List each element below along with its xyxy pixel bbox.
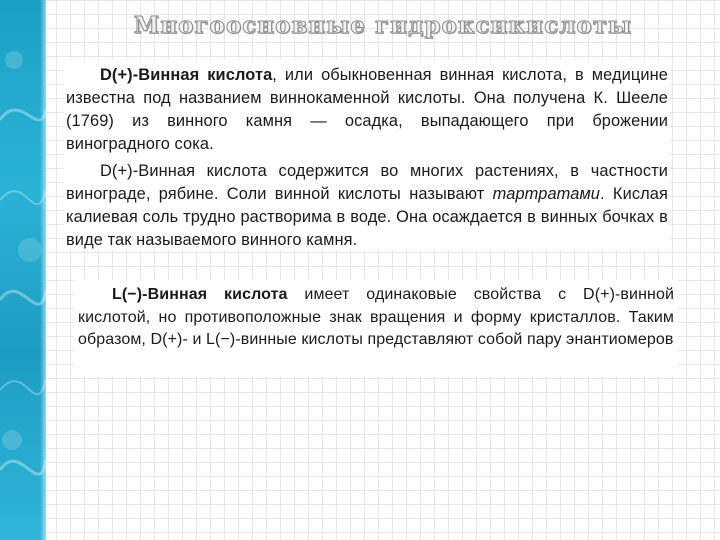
- term-tartrates: тартратами: [492, 185, 600, 203]
- paragraph-d-tartaric-origin: [64, 60, 670, 156]
- term-d-tartaric-acid: D(+)-Винная кислота: [100, 66, 273, 84]
- decorative-sidebar: [0, 0, 46, 540]
- scanned-text-block-1: [64, 60, 670, 250]
- paragraph-text: , или обыкновенная винная кислота, в медицине известна под названием виннокаменной кислоты. Она получена К. Шееле (1769) из винного камня — осадка, выпадающего при брожении виноградного сока.: [66, 66, 668, 153]
- paragraph-text: . Кислая калиевая соль трудно растворима в воде. Она осаждается в винных бочках в виде так называемого винного камня.: [66, 185, 668, 249]
- scanned-text-block-2: [74, 280, 678, 376]
- sidebar-wave-pattern: [0, 0, 46, 540]
- paragraph-l-tartaric-acid: [74, 280, 678, 352]
- slide-title: Многоосновные гидроксикислоты: [133, 12, 633, 39]
- term-l-tartaric-acid: L(−)-Винная кислота: [112, 286, 288, 303]
- paragraph-d-tartaric-occurrence: [64, 156, 670, 252]
- paragraph-text: D(+)-Винная кислота содержится во многих растениях, в частности винограде, рябине. Соли винной кислоты называют: [66, 162, 668, 203]
- paragraph-text: имеет одинаковые свойства с D(+)-винной кислотой, но противоположные знак вращения и форму кристаллов. Таким образом, D(+)- и L(−)-винные кислоты представляют собой пару энантиомеров: [78, 286, 674, 348]
